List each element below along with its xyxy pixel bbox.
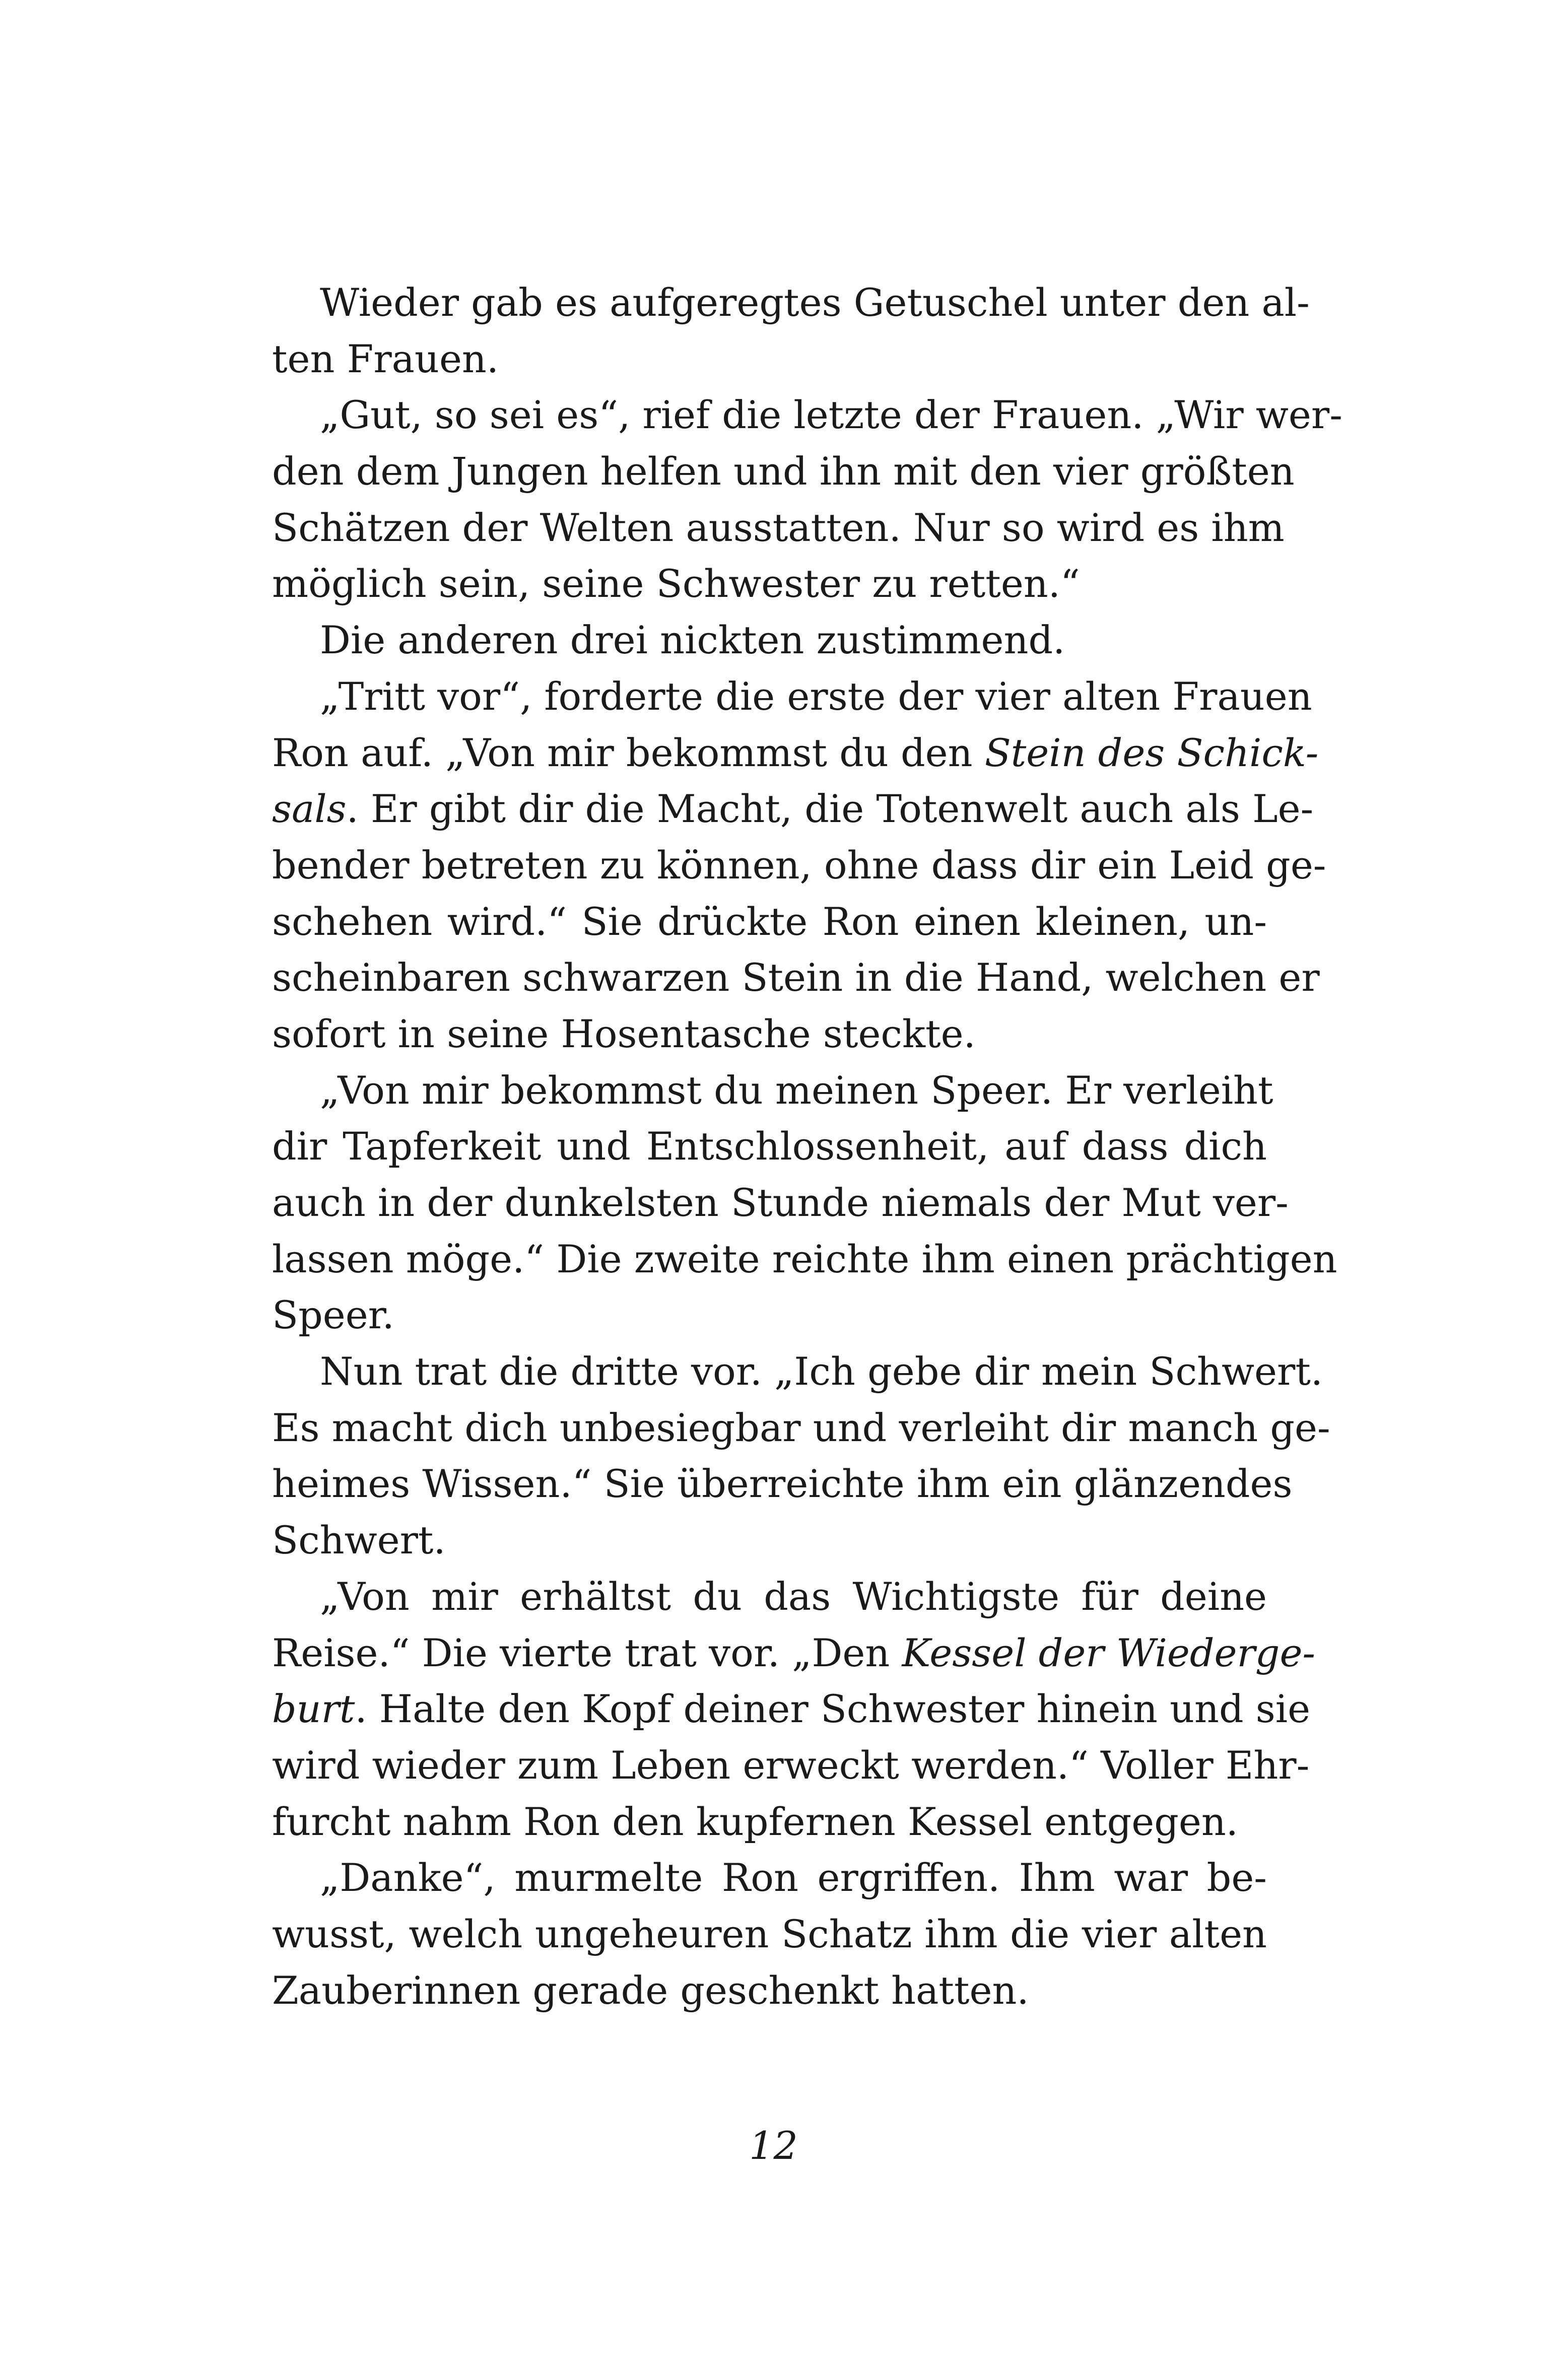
text-segment: Schwert. [272, 1518, 446, 1563]
text-line [272, 1175, 1289, 1231]
text-segment: „Gut, so sei es“, rief die letzte der Frauen. „Wir wer- [320, 392, 1342, 438]
text-segment: Zauberinnen gerade geschenkt hatten. [272, 1967, 1029, 2013]
text-line [272, 1794, 1267, 1850]
text-line [272, 1906, 1267, 1962]
italic-title: Kessel der Wiederge- [902, 1630, 1316, 1675]
text-line [272, 1343, 1323, 1400]
page-number: 12 [749, 2123, 798, 2168]
text-segment: furcht nahm Ron den kupfernen Kessel entgegen. [272, 1799, 1238, 1844]
text-segment: Nun trat die dritte vor. „Ich gebe dir mein Schwert. [320, 1349, 1323, 1394]
text-line [272, 500, 1285, 556]
text-segment: ten Frauen. [272, 336, 499, 381]
text-line [272, 387, 1342, 443]
text-line [272, 275, 1310, 331]
text-segment: scheinbaren schwarzen Stein in die Hand, welchen er [272, 955, 1320, 1000]
text-line [272, 668, 1312, 725]
text-line [272, 1231, 1337, 1287]
text-segment: . Er gibt dir die Macht, die Totenwelt auch als Le- [346, 786, 1314, 832]
text-segment: dir Tapferkeit und Entschlossenheit, auf dass dich [272, 1124, 1267, 1169]
text-segment: heimes Wissen.“ Sie überreichte ihm ein glänzendes [272, 1461, 1293, 1507]
text-segment: den dem Jungen helfen und ihn mit den vier größten [272, 449, 1295, 494]
text-segment: „Danke“, murmelte Ron ergriffen. Ihm war be- [320, 1855, 1267, 1900]
text-line [272, 949, 1320, 1006]
text-segment: lassen möge.“ Die zweite reichte ihm einen prächtigen [272, 1236, 1337, 1281]
text-line [272, 1962, 1267, 2019]
text-segment: schehen wird.“ Sie drückte Ron einen kleinen, un- [272, 899, 1267, 944]
text-line [272, 1006, 1267, 1062]
italic-title: Stein des Schick- [984, 730, 1319, 775]
text-segment: . Halte den Kopf deiner Schwester hinein und sie [355, 1686, 1311, 1732]
text-line [272, 894, 1267, 950]
text-line [272, 1118, 1267, 1175]
text-line [272, 725, 1319, 781]
text-segment: sofort in seine Hosentasche steckte. [272, 1011, 976, 1056]
text-segment: Die anderen drei nickten zustimmend. [320, 618, 1065, 663]
text-line [272, 1062, 1273, 1119]
text-line [272, 781, 1314, 837]
text-segment: Es macht dich unbesiegbar und verleiht dir manch ge- [272, 1405, 1330, 1450]
text-line [272, 443, 1295, 500]
text-line [272, 1850, 1267, 1906]
italic-title: burt [272, 1686, 355, 1732]
text-line [272, 1287, 1267, 1343]
text-line [272, 612, 1267, 668]
text-segment: wird wieder zum Leben erweckt werden.“ Voller Ehr- [272, 1742, 1310, 1788]
italic-title: sals [272, 786, 347, 832]
text-segment: Speer. [272, 1293, 394, 1338]
text-segment: Reise.“ Die vierte trat vor. „Den [272, 1630, 902, 1675]
text-segment: auch in der dunkelsten Stunde niemals der Mut ver- [272, 1180, 1289, 1225]
text-line [272, 331, 1267, 387]
text-line [272, 1512, 1267, 1569]
body-text [272, 275, 1342, 2018]
text-segment: Schätzen der Welten ausstatten. Nur so wird es ihm [272, 505, 1285, 550]
text-line [272, 837, 1326, 894]
text-segment: möglich sein, seine Schwester zu retten.“ [272, 561, 1080, 606]
text-segment: „Von mir bekommst du meinen Speer. Er verleiht [320, 1067, 1273, 1113]
text-line [272, 1456, 1293, 1512]
text-line [272, 556, 1267, 612]
text-segment: „Von mir erhältst du das Wichtigste für deine [320, 1574, 1267, 1619]
text-line [272, 1737, 1310, 1794]
text-line [272, 1681, 1311, 1737]
text-segment: bender betreten zu können, ohne dass dir ein Leid ge- [272, 842, 1326, 888]
text-line [272, 1400, 1330, 1456]
text-line [272, 1625, 1316, 1681]
text-segment: „Tritt vor“, forderte die erste der vier alten Frauen [320, 673, 1312, 719]
text-line [272, 1569, 1267, 1625]
text-segment: Ron auf. „Von mir bekommst du den [272, 730, 985, 775]
text-segment: wusst, welch ungeheuren Schatz ihm die vier alten [272, 1911, 1267, 1956]
text-segment: Wieder gab es aufgeregtes Getuschel unter den al- [320, 280, 1310, 325]
